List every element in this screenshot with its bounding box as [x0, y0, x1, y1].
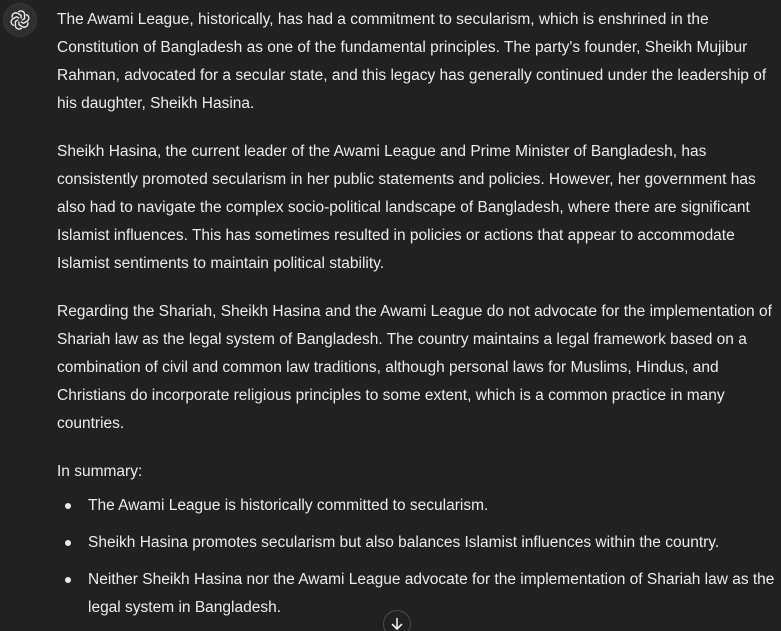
summary-label: In summary:: [57, 463, 143, 480]
message-paragraph: Sheikh Hasina, the current leader of the Awami League and Prime Minister of Bangladesh, has consistently promoted secularism in her public statements and policies. However, her government has also had to navigate the complex socio-political landscape of Bangladesh, where there are significant Islamist influences. This has sometimes resulted in policies or actions that appear to accommodate Islamist sentiments to maintain political stability.: [57, 143, 756, 272]
message-paragraph: The Awami League, historically, has had a commitment to secularism, which is enshrined in the Constitution of Bangladesh as one of the fundamental principles. The party's founder, Sheikh Mujibur Rahman, advocated for a secular state, and this legacy has generally continued under the leadership of his daughter, Sheikh Hasina.: [57, 11, 767, 112]
list-item: The Awami League is historically committed to secularism.: [57, 492, 775, 520]
arrow-down-icon: [390, 617, 404, 631]
summary-list: [57, 492, 775, 622]
assistant-message: [57, 6, 775, 631]
message-paragraph: Regarding the Shariah, Sheikh Hasina and the Awami League do not advocate for the implementation of Shariah law as the legal system of Bangladesh. The country maintains a legal framework based on a combination of civil and common law traditions, although personal laws for Muslims, Hindus, and Christians do incorporate religious principles to some extent, which is a common practice in many countries.: [57, 303, 772, 432]
list-item: Sheikh Hasina promotes secularism but also balances Islamist influences within the country.: [57, 529, 775, 557]
list-item: Neither Sheikh Hasina nor the Awami League advocate for the implementation of Shariah law as the legal system in Bangladesh.: [57, 566, 775, 622]
scroll-to-bottom-button[interactable]: [383, 610, 411, 631]
assistant-avatar: [3, 3, 37, 37]
assistant-logo-icon: [9, 9, 31, 31]
